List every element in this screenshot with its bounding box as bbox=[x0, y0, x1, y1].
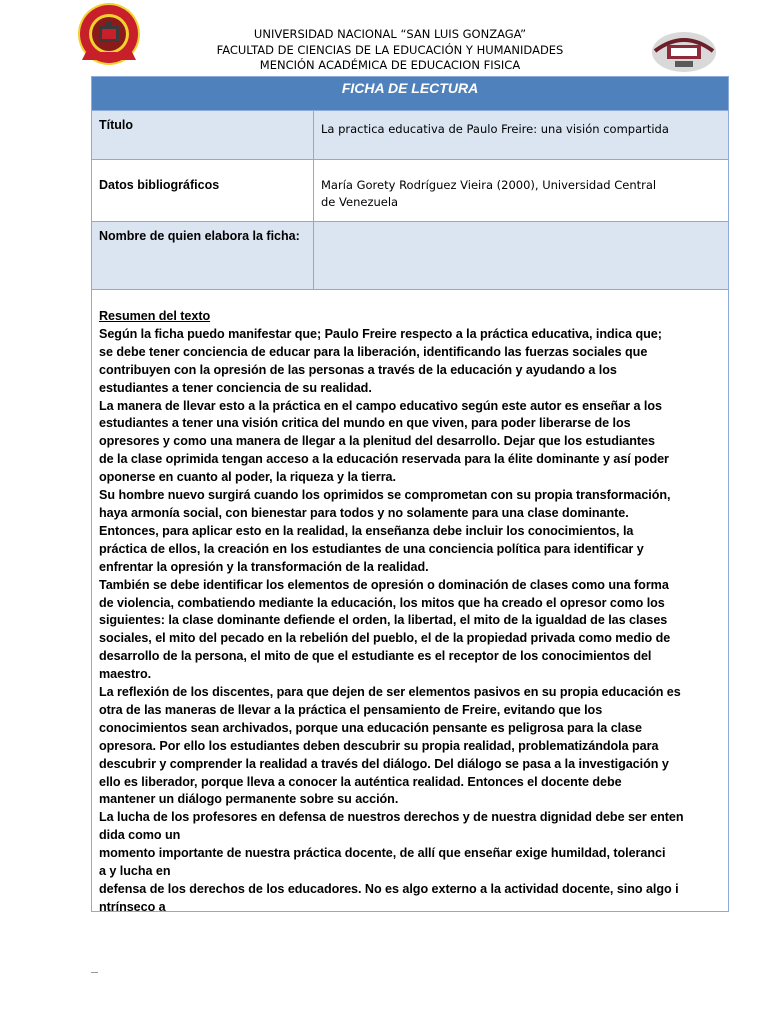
value-title: La practica educativa de Paulo Freire: una visión compartida bbox=[321, 122, 669, 136]
summary-line: a y lucha en bbox=[99, 864, 171, 879]
label-author-of-card: Nombre de quien elabora la ficha: bbox=[92, 222, 314, 289]
summary-line: estudiantes a tener conciencia de su realidad. bbox=[99, 380, 372, 395]
summary-line: oponerse en cuanto al poder, la riqueza y la tierra. bbox=[99, 470, 396, 485]
summary-line: desarrollo de la persona, el mito de que el estudiante es el receptor de los conocimientos del bbox=[99, 649, 652, 664]
text-summary bbox=[92, 289, 728, 914]
summary-line: conocimientos sean archivados, porque una educación pensante es peligrosa para la clase bbox=[99, 720, 642, 735]
university-name: UNIVERSIDAD NACIONAL “SAN LUIS GONZAGA” bbox=[253, 27, 527, 41]
value-author-of-card bbox=[314, 222, 728, 289]
summary-line: También se debe identificar los elementos de opresión o dominación de clases como una forma bbox=[99, 577, 669, 592]
card-title: FICHA DE LECTURA bbox=[92, 77, 728, 110]
summary-line: estudiantes a tener una visión critica del mundo en que viven, para poder liberarse de los bbox=[99, 416, 631, 431]
footer-mark bbox=[91, 972, 98, 973]
summary-line: dida como un bbox=[99, 828, 181, 843]
summary-line: siguientes: la clase dominante defiende el orden, la libertad, el mito de la igualdad de las clases bbox=[99, 613, 668, 628]
summary-line: Su hombre nuevo surgirá cuando los oprimidos se comprometan con su propia transformación, bbox=[99, 488, 671, 503]
summary-line: enfrentar la opresión y la transformación de la realidad. bbox=[99, 559, 429, 574]
summary-line: se debe tener conciencia de educar para la liberación, identificando las fuerzas sociales que bbox=[99, 344, 648, 359]
summary-line: de la clase oprimida tengan acceso a la educación reservada para la élite dominante y así poder bbox=[99, 452, 669, 467]
summary-line: opresores y como una manera de llegar a la plenitud del desarrollo. Dejar que los estudiantes bbox=[99, 434, 655, 449]
summary-line: ntrínseco a bbox=[99, 899, 166, 914]
summary-line: sociales, el mito del pecado en la rebelión del pueblo, el de la propiedad privada como medio de bbox=[99, 631, 671, 646]
summary-line: momento importante de nuestra práctica docente, de allí que enseñar exige humildad, toleranci bbox=[99, 846, 666, 861]
summary-body bbox=[99, 326, 721, 917]
summary-line: de violencia, combatiendo mediante la educación, los mitos que ha creado el opresor como los bbox=[99, 595, 665, 610]
summary-line: contribuyen con la opresión de las personas a través de la educación y ayudando a los bbox=[99, 362, 617, 377]
row-bibliographic-data bbox=[92, 159, 728, 221]
document-header bbox=[150, 27, 630, 74]
summary-line: La manera de llevar esto a la práctica en el campo educativo según este autor es enseñar a los bbox=[99, 398, 662, 413]
summary-line: La lucha de los profesores en defensa de nuestros derechos y de nuestra dignidad debe ser enten bbox=[99, 810, 684, 825]
summary-line: Según la ficha puedo manifestar que; Paulo Freire respecto a la práctica educativa, indica que; bbox=[99, 326, 662, 341]
summary-line: haya armonía social, con bienestar para todos y no solamente para una clase dominante. bbox=[99, 505, 629, 520]
program-name: MENCIÓN ACADÉMICA DE EDUCACION FISICA bbox=[259, 58, 521, 72]
summary-line: descubrir y comprender la realidad a través del diálogo. Del diálogo se pasa a la investigación y bbox=[99, 756, 669, 771]
faculty-emblem-logo bbox=[651, 31, 717, 73]
summary-line: mantener un diálogo permanente sobre su acción. bbox=[99, 792, 399, 807]
summary-line: otra de las maneras de llevar a la práctica el pensamiento de Freire, evitando que los bbox=[99, 702, 603, 717]
university-seal-logo bbox=[76, 2, 142, 66]
summary-line: La reflexión de los discentes, para que dejen de ser elementos pasivos en su propia educación es bbox=[99, 685, 681, 700]
label-bibliographic-data: Datos bibliográficos bbox=[92, 160, 314, 221]
row-author-of-card bbox=[92, 221, 728, 289]
label-title: Título bbox=[92, 111, 314, 159]
summary-line: práctica de ellos, la creación en los estudiantes de una conciencia política para identificar y bbox=[99, 541, 644, 556]
summary-line: ello es liberador, porque lleva a conocer la auténtica realidad. Entonces el docente debe bbox=[99, 774, 622, 789]
bibliographic-line-2: de Venezuela bbox=[321, 195, 399, 209]
reading-card-table bbox=[91, 76, 729, 912]
summary-line: maestro. bbox=[99, 667, 152, 682]
value-bibliographic-data bbox=[314, 160, 728, 221]
faculty-name: FACULTAD DE CIENCIAS DE LA EDUCACIÓN Y HUMANIDADES bbox=[216, 42, 564, 57]
bibliographic-line-1: María Gorety Rodríguez Vieira (2000), Universidad Central bbox=[321, 178, 657, 192]
summary-line: defensa de los derechos de los educadores. No es algo externo a la actividad docente, sino algo i bbox=[99, 882, 679, 896]
summary-line: opresora. Por ello los estudiantes deben descubrir su propia realidad, problematizándola para bbox=[99, 738, 659, 753]
summary-line: Entonces, para aplicar esto en la realidad, la enseñanza debe incluir los conocimientos, la bbox=[99, 523, 634, 538]
row-title bbox=[92, 110, 728, 159]
summary-heading: Resumen del texto bbox=[99, 309, 211, 323]
